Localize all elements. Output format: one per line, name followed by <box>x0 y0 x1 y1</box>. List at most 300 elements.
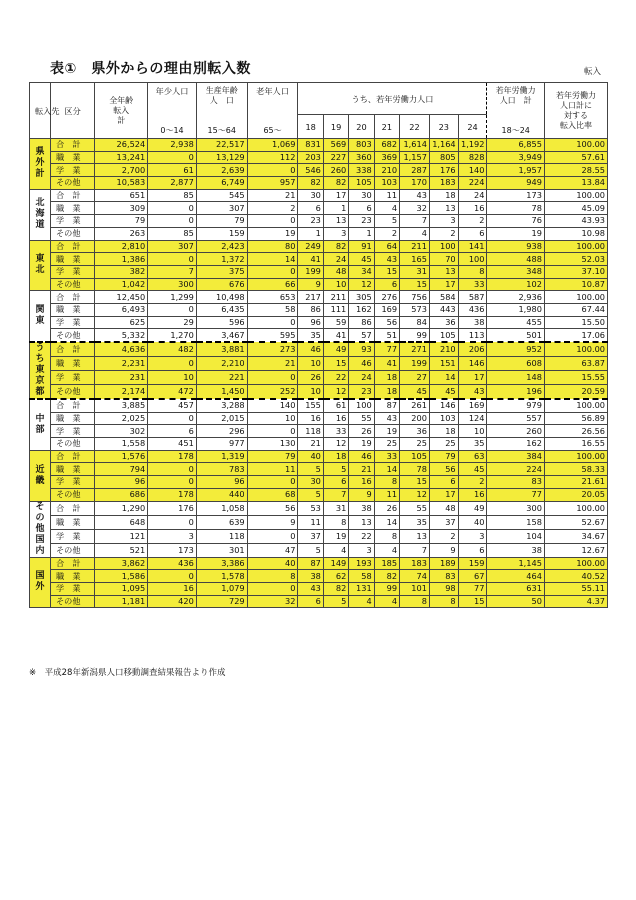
value-cell: 47 <box>247 543 298 557</box>
value-cell: 20.59 <box>544 384 607 399</box>
value-cell: 1,558 <box>95 438 148 451</box>
value-cell: 2 <box>429 227 458 240</box>
value-cell: 783 <box>196 463 247 476</box>
value-cell: 0 <box>148 215 197 228</box>
value-cell: 100 <box>429 240 458 253</box>
value-cell: 6 <box>458 227 487 240</box>
table-row <box>30 202 608 215</box>
value-cell: 48 <box>429 501 458 515</box>
value-cell: 13 <box>429 265 458 278</box>
value-cell: 5,332 <box>95 329 148 342</box>
value-cell: 1,058 <box>196 501 247 515</box>
value-cell: 185 <box>374 557 399 570</box>
value-cell: 40 <box>458 515 487 529</box>
value-cell: 2 <box>458 215 487 228</box>
value-cell: 1,614 <box>400 139 430 152</box>
value-cell: 9 <box>349 488 374 501</box>
table-row <box>30 463 608 476</box>
value-cell: 18 <box>429 189 458 202</box>
value-cell: 96 <box>298 316 323 329</box>
value-cell: 217 <box>298 291 323 304</box>
value-cell: 1,372 <box>196 253 247 266</box>
value-cell: 176 <box>148 501 197 515</box>
header-age: 22 <box>400 115 430 139</box>
value-cell: 41 <box>374 357 399 371</box>
value-cell: 227 <box>323 151 348 164</box>
category-cell: その他 <box>50 384 94 399</box>
value-cell: 30 <box>349 189 374 202</box>
value-cell: 28.55 <box>544 164 607 177</box>
value-cell: 86 <box>298 303 323 316</box>
value-cell: 224 <box>458 177 487 190</box>
value-cell: 103 <box>429 412 458 425</box>
value-cell: 263 <box>95 227 148 240</box>
value-cell: 482 <box>148 342 197 357</box>
region-label: 近畿 <box>30 450 51 501</box>
value-cell: 189 <box>429 557 458 570</box>
value-cell: 158 <box>487 515 544 529</box>
value-cell: 59 <box>323 316 348 329</box>
value-cell: 300 <box>487 501 544 515</box>
value-cell: 0 <box>247 164 298 177</box>
value-cell: 8 <box>458 265 487 278</box>
value-cell: 1,578 <box>196 570 247 583</box>
value-cell: 2,877 <box>148 177 197 190</box>
value-cell: 3,885 <box>95 399 148 412</box>
value-cell: 13 <box>349 515 374 529</box>
value-cell: 2 <box>429 529 458 543</box>
value-cell: 420 <box>148 595 197 608</box>
value-cell: 21 <box>349 463 374 476</box>
value-cell: 67 <box>458 570 487 583</box>
value-cell: 100.00 <box>544 240 607 253</box>
category-cell: 学 業 <box>50 582 94 595</box>
value-cell: 957 <box>247 177 298 190</box>
value-cell: 0 <box>247 476 298 489</box>
value-cell: 1,270 <box>148 329 197 342</box>
value-cell: 140 <box>247 399 298 412</box>
table-row <box>30 227 608 240</box>
value-cell: 58.33 <box>544 463 607 476</box>
value-cell: 51 <box>374 329 399 342</box>
value-cell: 77 <box>458 582 487 595</box>
value-cell: 111 <box>323 303 348 316</box>
value-cell: 436 <box>458 303 487 316</box>
value-cell: 9 <box>247 515 298 529</box>
table-row <box>30 342 608 357</box>
value-cell: 21.61 <box>544 476 607 489</box>
value-cell: 32 <box>247 595 298 608</box>
value-cell: 0 <box>148 357 197 371</box>
value-cell: 56 <box>429 463 458 476</box>
corner-label: 転入 <box>584 67 602 77</box>
table-row <box>30 543 608 557</box>
value-cell: 15 <box>374 265 399 278</box>
value-cell: 45 <box>400 384 430 399</box>
table-row <box>30 501 608 515</box>
value-cell: 183 <box>429 177 458 190</box>
value-cell: 78 <box>400 463 430 476</box>
value-cell: 162 <box>349 303 374 316</box>
value-cell: 1,157 <box>400 151 430 164</box>
value-cell: 7 <box>148 265 197 278</box>
value-cell: 31 <box>400 265 430 278</box>
value-cell: 85 <box>148 189 197 202</box>
value-cell: 82 <box>298 177 323 190</box>
value-cell: 6,855 <box>487 139 544 152</box>
value-cell: 464 <box>487 570 544 583</box>
value-cell: 249 <box>298 240 323 253</box>
value-cell: 79 <box>196 215 247 228</box>
value-cell: 31 <box>323 501 348 515</box>
value-cell: 36 <box>429 316 458 329</box>
value-cell: 45 <box>458 463 487 476</box>
value-cell: 178 <box>148 488 197 501</box>
value-cell: 10 <box>148 370 197 384</box>
value-cell: 55 <box>400 501 430 515</box>
value-cell: 131 <box>349 582 374 595</box>
source-note: ※ 平成28年新潟県人口移動調査結果報告より作成 <box>29 668 226 678</box>
value-cell: 15 <box>323 357 348 371</box>
value-cell: 8 <box>400 595 430 608</box>
value-cell: 58 <box>247 303 298 316</box>
category-cell: 合 計 <box>50 342 94 357</box>
value-cell: 210 <box>374 164 399 177</box>
value-cell: 61 <box>323 399 348 412</box>
value-cell: 35 <box>400 515 430 529</box>
value-cell: 17.06 <box>544 329 607 342</box>
category-cell: 合 計 <box>50 450 94 463</box>
value-cell: 79 <box>95 215 148 228</box>
value-cell: 46 <box>298 342 323 357</box>
value-cell: 96 <box>95 476 148 489</box>
header-young-labor-total: 若年労働力 人口 計 18～24 <box>487 83 544 139</box>
category-cell: その他 <box>50 488 94 501</box>
value-cell: 0 <box>148 476 197 489</box>
value-cell: 569 <box>323 139 348 152</box>
value-cell: 11 <box>247 463 298 476</box>
value-cell: 102 <box>487 278 544 291</box>
value-cell: 0 <box>247 529 298 543</box>
table-row <box>30 399 608 412</box>
value-cell: 77 <box>374 342 399 357</box>
value-cell: 686 <box>95 488 148 501</box>
table-row <box>30 177 608 190</box>
value-cell: 2 <box>458 476 487 489</box>
value-cell: 1,145 <box>487 557 544 570</box>
value-cell: 78 <box>487 202 544 215</box>
value-cell: 13 <box>323 215 348 228</box>
table-title: 表① 県外からの理由別転入数 <box>50 61 251 77</box>
value-cell: 5 <box>323 463 348 476</box>
value-cell: 146 <box>458 357 487 371</box>
category-cell: 学 業 <box>50 529 94 543</box>
value-cell: 382 <box>95 265 148 278</box>
value-cell: 211 <box>400 240 430 253</box>
category-cell: 職 業 <box>50 253 94 266</box>
table-row <box>30 278 608 291</box>
category-cell: 合 計 <box>50 557 94 570</box>
category-cell: 学 業 <box>50 215 94 228</box>
value-cell: 0 <box>148 303 197 316</box>
value-cell: 4,636 <box>95 342 148 357</box>
value-cell: 639 <box>196 515 247 529</box>
value-cell: 37 <box>298 529 323 543</box>
header-age: 21 <box>374 115 399 139</box>
value-cell: 33 <box>374 450 399 463</box>
value-cell: 33 <box>458 278 487 291</box>
table-row <box>30 164 608 177</box>
value-cell: 1 <box>298 227 323 240</box>
value-cell: 118 <box>298 425 323 438</box>
value-cell: 21 <box>247 357 298 371</box>
value-cell: 103 <box>374 177 399 190</box>
value-cell: 100.00 <box>544 139 607 152</box>
table-row <box>30 529 608 543</box>
value-cell: 0 <box>148 412 197 425</box>
value-cell: 22 <box>323 370 348 384</box>
value-cell: 653 <box>247 291 298 304</box>
value-cell: 573 <box>400 303 430 316</box>
value-cell: 55 <box>349 412 374 425</box>
value-cell: 2,938 <box>148 139 197 152</box>
table-row <box>30 476 608 489</box>
value-cell: 440 <box>196 488 247 501</box>
value-cell: 828 <box>458 151 487 164</box>
header-age: 23 <box>429 115 458 139</box>
value-cell: 7 <box>400 543 430 557</box>
value-cell: 17 <box>429 278 458 291</box>
table-row <box>30 450 608 463</box>
value-cell: 23 <box>349 384 374 399</box>
category-cell: 学 業 <box>50 425 94 438</box>
value-cell: 10 <box>247 412 298 425</box>
value-cell: 105 <box>349 177 374 190</box>
value-cell: 105 <box>429 329 458 342</box>
value-cell: 100.00 <box>544 189 607 202</box>
value-cell: 5 <box>323 595 348 608</box>
value-cell: 105 <box>400 450 430 463</box>
value-cell: 648 <box>95 515 148 529</box>
category-cell: その他 <box>50 177 94 190</box>
value-cell: 0 <box>247 215 298 228</box>
value-cell: 651 <box>95 189 148 202</box>
value-cell: 0 <box>247 316 298 329</box>
value-cell: 271 <box>400 342 430 357</box>
value-cell: 50 <box>487 595 544 608</box>
value-cell: 18 <box>323 450 348 463</box>
value-cell: 27 <box>400 370 430 384</box>
table-row <box>30 189 608 202</box>
value-cell: 40 <box>247 557 298 570</box>
table-row <box>30 570 608 583</box>
value-cell: 18 <box>429 425 458 438</box>
value-cell: 30 <box>298 476 323 489</box>
value-cell: 596 <box>196 316 247 329</box>
value-cell: 87 <box>298 557 323 570</box>
value-cell: 5 <box>298 543 323 557</box>
value-cell: 309 <box>95 202 148 215</box>
value-cell: 56 <box>247 501 298 515</box>
category-cell: その他 <box>50 278 94 291</box>
value-cell: 12 <box>323 438 348 451</box>
value-cell: 100.00 <box>544 557 607 570</box>
value-cell: 35 <box>458 438 487 451</box>
category-cell: 学 業 <box>50 265 94 278</box>
value-cell: 45 <box>429 384 458 399</box>
table-row <box>30 515 608 529</box>
value-cell: 1,164 <box>429 139 458 152</box>
table-row <box>30 557 608 570</box>
category-cell: 職 業 <box>50 463 94 476</box>
value-cell: 56 <box>374 316 399 329</box>
header-young-labor-group: うち、若年労働力人口 <box>298 83 487 115</box>
value-cell: 17 <box>323 189 348 202</box>
value-cell: 193 <box>349 557 374 570</box>
category-cell: 職 業 <box>50 412 94 425</box>
value-cell: 21 <box>298 438 323 451</box>
value-cell: 40 <box>298 450 323 463</box>
header-age: 24 <box>458 115 487 139</box>
region-label: 中部 <box>30 399 51 450</box>
value-cell: 6 <box>429 476 458 489</box>
value-cell: 0 <box>247 582 298 595</box>
value-cell: 501 <box>487 329 544 342</box>
category-cell: 合 計 <box>50 240 94 253</box>
category-cell: その他 <box>50 227 94 240</box>
value-cell: 36 <box>400 425 430 438</box>
category-cell: 職 業 <box>50 357 94 371</box>
value-cell: 66 <box>247 278 298 291</box>
value-cell: 84 <box>400 316 430 329</box>
value-cell: 130 <box>247 438 298 451</box>
value-cell: 211 <box>323 291 348 304</box>
value-cell: 58 <box>349 570 374 583</box>
value-cell: 0 <box>247 425 298 438</box>
value-cell: 29 <box>148 316 197 329</box>
value-cell: 0 <box>148 463 197 476</box>
value-cell: 24 <box>323 253 348 266</box>
value-cell: 37 <box>429 515 458 529</box>
value-cell: 3 <box>429 215 458 228</box>
value-cell: 64 <box>374 240 399 253</box>
value-cell: 6 <box>298 595 323 608</box>
table-row <box>30 316 608 329</box>
region-label: 北海道 <box>30 189 51 240</box>
value-cell: 83 <box>487 476 544 489</box>
value-cell: 63.87 <box>544 357 607 371</box>
category-cell: 学 業 <box>50 316 94 329</box>
value-cell: 1,181 <box>95 595 148 608</box>
value-cell: 3,862 <box>95 557 148 570</box>
value-cell: 595 <box>247 329 298 342</box>
value-cell: 261 <box>400 399 430 412</box>
value-cell: 5 <box>298 463 323 476</box>
value-cell: 52.03 <box>544 253 607 266</box>
value-cell: 252 <box>247 384 298 399</box>
value-cell: 1,299 <box>148 291 197 304</box>
value-cell: 5 <box>298 488 323 501</box>
value-cell: 148 <box>487 370 544 384</box>
value-cell: 457 <box>148 399 197 412</box>
value-cell: 33 <box>323 425 348 438</box>
value-cell: 100.00 <box>544 399 607 412</box>
value-cell: 4 <box>349 595 374 608</box>
value-cell: 949 <box>487 177 544 190</box>
header-total: 全年齢 転入 計 <box>95 83 148 139</box>
value-cell: 12.67 <box>544 543 607 557</box>
value-cell: 18 <box>374 370 399 384</box>
value-cell: 443 <box>429 303 458 316</box>
category-cell: その他 <box>50 595 94 608</box>
value-cell: 57.61 <box>544 151 607 164</box>
value-cell: 118 <box>196 529 247 543</box>
header-destination: 転入先 <box>30 83 51 139</box>
value-cell: 26 <box>349 425 374 438</box>
value-cell: 682 <box>374 139 399 152</box>
value-cell: 0 <box>148 202 197 215</box>
value-cell: 16 <box>323 412 348 425</box>
value-cell: 43 <box>400 189 430 202</box>
category-cell: 合 計 <box>50 291 94 304</box>
value-cell: 15 <box>400 278 430 291</box>
value-cell: 141 <box>458 240 487 253</box>
value-cell: 25 <box>374 438 399 451</box>
value-cell: 176 <box>429 164 458 177</box>
value-cell: 21 <box>247 189 298 202</box>
value-cell: 169 <box>458 399 487 412</box>
value-cell: 3 <box>148 529 197 543</box>
value-cell: 10,498 <box>196 291 247 304</box>
value-cell: 19 <box>349 438 374 451</box>
table-row <box>30 215 608 228</box>
value-cell: 35 <box>298 329 323 342</box>
value-cell: 1,042 <box>95 278 148 291</box>
value-cell: 11 <box>374 189 399 202</box>
value-cell: 4 <box>374 202 399 215</box>
value-cell: 24 <box>349 370 374 384</box>
value-cell: 12,450 <box>95 291 148 304</box>
value-cell: 155 <box>298 399 323 412</box>
value-cell: 45 <box>349 253 374 266</box>
value-cell: 794 <box>95 463 148 476</box>
value-cell: 6 <box>298 202 323 215</box>
value-cell: 436 <box>148 557 197 570</box>
value-cell: 48 <box>323 265 348 278</box>
value-cell: 3 <box>458 529 487 543</box>
value-cell: 49 <box>458 501 487 515</box>
value-cell: 8 <box>374 529 399 543</box>
value-cell: 178 <box>148 450 197 463</box>
value-cell: 979 <box>487 399 544 412</box>
value-cell: 221 <box>196 370 247 384</box>
value-cell: 545 <box>196 189 247 202</box>
value-cell: 287 <box>400 164 430 177</box>
value-cell: 63 <box>458 450 487 463</box>
value-cell: 87 <box>374 399 399 412</box>
value-cell: 41 <box>323 329 348 342</box>
value-cell: 37.10 <box>544 265 607 278</box>
value-cell: 151 <box>429 357 458 371</box>
value-cell: 101 <box>400 582 430 595</box>
value-cell: 26 <box>298 370 323 384</box>
value-cell: 15.50 <box>544 316 607 329</box>
table-row <box>30 488 608 501</box>
value-cell: 8 <box>429 595 458 608</box>
value-cell: 1,069 <box>247 139 298 152</box>
header-age: 18 <box>298 115 323 139</box>
value-cell: 74 <box>400 570 430 583</box>
